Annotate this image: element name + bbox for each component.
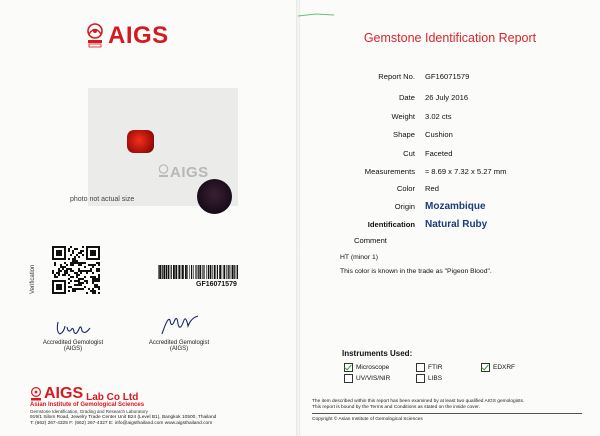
field-report-no — [300, 72, 600, 86]
watermark-text: AIGS — [170, 164, 209, 181]
barcode — [158, 265, 238, 279]
verification-label: Verification — [30, 264, 36, 294]
field-origin — [300, 201, 600, 215]
field-label: Cut — [403, 149, 415, 158]
field-value: 3.02 cts — [425, 112, 452, 121]
field-value: Faceted — [425, 149, 453, 158]
report-title: Gemstone Identification Report — [363, 31, 537, 45]
barcode-number: GF16071579 — [196, 281, 237, 288]
field-identification — [300, 219, 600, 233]
comment-line-1: HT (minor 1) — [340, 254, 379, 261]
field-value: GF16071579 — [425, 72, 470, 81]
field-value: Cushion — [425, 130, 453, 139]
field-label: Color — [396, 184, 415, 193]
institute-tagline: Gemstone Identification, Grading and Research Laboratory — [30, 409, 148, 414]
checkbox — [344, 374, 353, 383]
field-value: Red — [425, 184, 439, 193]
field-label: Origin — [394, 202, 415, 211]
footer-logo — [30, 385, 138, 403]
instrument-edxrf — [481, 363, 515, 372]
signature-2-label: Accredited Gemologist (AIGS) — [148, 340, 210, 352]
address: 919/1 Silom Road, Jewelry Trade Center Unit B24 (Level B1), Bangkok 10500, Thailand — [30, 415, 217, 420]
ruby-photo-dark — [197, 179, 232, 214]
checkbox-checked — [344, 363, 353, 372]
checkbox — [416, 363, 425, 372]
field-color — [300, 184, 600, 198]
qr-code[interactable] — [52, 246, 100, 294]
instrument-libs — [416, 374, 442, 383]
watermark-emblem-icon — [158, 164, 169, 179]
signature-1-label: Accredited Gemologist (AIGS) — [42, 340, 104, 352]
comment-line-2: This color is known in the trade as "Pigeon Blood". — [340, 268, 492, 275]
footer-logo-text: AIGS — [44, 385, 84, 402]
instrument-label: UV/VIS/NIR — [356, 375, 391, 382]
field-value: Natural Ruby — [425, 219, 488, 230]
field-date — [300, 93, 600, 107]
instrument-ftir — [416, 363, 442, 372]
footer-emblem-icon — [30, 387, 42, 403]
page-fold — [296, 0, 300, 436]
contact-line: T: (662) 267-4325 F: (662) 267-4327 E: info@aigsthailand.com www.aigsthailand.com — [30, 421, 213, 426]
field-cut — [300, 149, 600, 163]
signature-1 — [52, 318, 98, 340]
field-value: ≈ 8.69 x 7.32 x 5.27 mm — [425, 167, 507, 176]
fine-print-1: The item described within this report has been examined by at least two qualified AIGS gemologists. — [312, 399, 525, 404]
field-label: Shape — [393, 130, 415, 139]
footer-logo-suffix: Lab Co Ltd — [86, 392, 139, 403]
ruby-photo — [127, 130, 154, 153]
fine-print-2: This report is bound by the Terms and Conditions as stated on the inside cover. — [312, 405, 480, 410]
field-label: Weight — [391, 112, 415, 121]
pen-mark — [296, 12, 336, 18]
logo-text: AIGS — [108, 22, 169, 49]
field-value: 26 July 2016 — [425, 93, 469, 102]
instrument-uvvisnir — [344, 374, 390, 383]
checkbox-checked — [481, 363, 490, 372]
field-label: Measurements — [364, 167, 415, 176]
aigs-logo — [86, 22, 169, 50]
photo-note: photo not actual size — [70, 196, 135, 203]
signature-2 — [158, 312, 204, 338]
instruments-title: Instruments Used: — [342, 349, 413, 358]
field-shape — [300, 130, 600, 144]
copyright: Copyright © Asian Institute of Gemological Sciences — [312, 417, 423, 422]
comment-label: Comment — [354, 236, 387, 245]
aigs-emblem-icon — [86, 23, 104, 49]
checkbox — [416, 374, 425, 383]
field-label: Date — [398, 93, 415, 102]
field-label: Identification — [367, 220, 415, 229]
instrument-label: FTIR — [428, 364, 443, 371]
divider — [312, 413, 582, 414]
instrument-label: LIBS — [428, 375, 443, 382]
instrument-label: Microscope — [356, 364, 390, 371]
field-label: Report No. — [378, 72, 415, 81]
institute-name: Asian Institute of Gemological Sciences — [30, 402, 145, 408]
instrument-microscope — [344, 363, 389, 372]
field-value: Mozambique — [425, 201, 486, 212]
instrument-label: EDXRF — [493, 364, 516, 371]
field-weight — [300, 112, 600, 126]
field-measurements — [300, 167, 600, 181]
